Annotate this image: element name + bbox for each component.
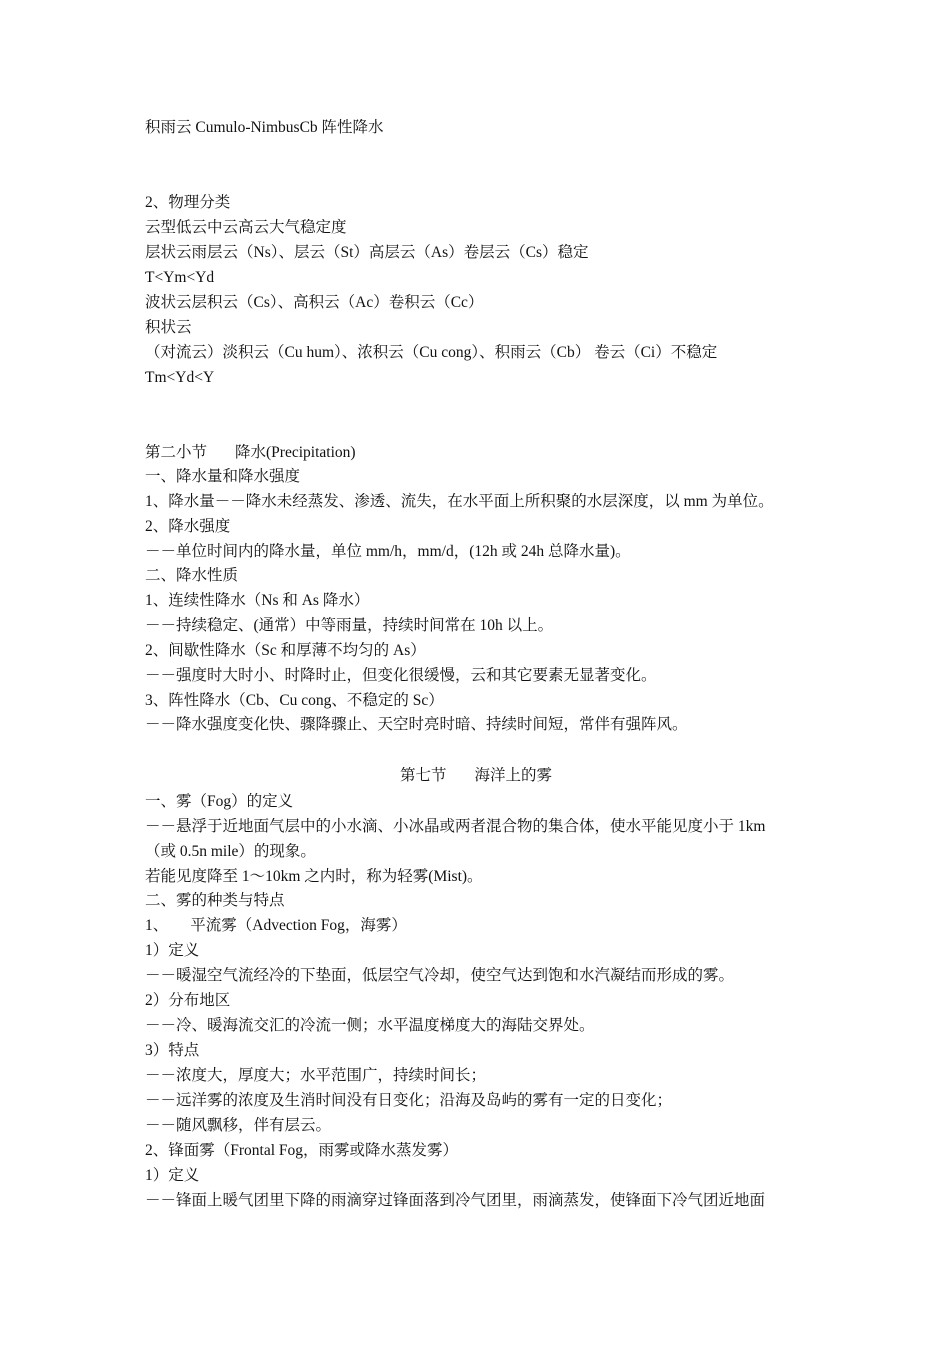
advection-fog-title: 平流雾（Advection Fog，海雾） (190, 917, 407, 934)
precip-intensity-heading: 2、降水强度 (145, 518, 231, 535)
advection-feature-3: －－随风飘移，伴有层云。 (145, 1117, 332, 1134)
advection-fog-heading (145, 916, 407, 936)
showery-precip-heading: 3、阵性降水（Cb、Cu cong、不稳定的 Sc） (145, 692, 444, 709)
precip-amount-heading: 一、降水量和降水强度 (145, 468, 301, 485)
unstable-condition-line: Ƭm<Yd<Y (145, 369, 215, 386)
precip-nature-heading: 二、降水性质 (145, 567, 239, 584)
fog-section-number: 第七节 (399, 767, 447, 784)
continuous-precip-desc: －－持续稳定、(通常）中等雨量，持续时间常在 10h 以上。 (145, 617, 554, 634)
fog-definition-text-cont: （或 0.5n mile）的现象。 (145, 843, 316, 860)
frontal-definition-text: －－锋面上暖气团里下降的雨滴穿过锋面落到冷气团里，雨滴蒸发，使锋面下冷气团近地面 (145, 1192, 766, 1209)
cumuliform-cloud-line: 积状云 (145, 319, 192, 336)
advection-definition-text: －－暖湿空气流经冷的下垫面，低层空气冷却，使空气达到饱和水汽凝结而形成的雾。 (145, 967, 735, 984)
fog-definition-heading: 一、雾（Fog）的定义 (145, 793, 294, 810)
fog-section-title (0, 766, 952, 786)
continuous-precip-heading: 1、连续性降水（Ns 和 As 降水） (145, 592, 370, 609)
advection-distribution-text: －－冷、暖海流交汇的冷流一侧；水平温度梯度大的海陆交界处。 (145, 1017, 595, 1034)
frontal-fog-heading: 2、锋面雾（Frontal Fog，雨雾或降水蒸发雾） (145, 1142, 459, 1159)
fog-types-heading: 二、雾的种类与特点 (145, 892, 285, 909)
intermittent-precip-desc: －－强度时大时小、时降时止，但变化很缓慢，云和其它要素无显著变化。 (145, 667, 657, 684)
advection-definition-heading: 1）定义 (145, 942, 200, 959)
fog-definition-text: －－悬浮于近地面气层中的小水滴、小冰晶或两者混合物的集合体，使水平能见度小于 1km (145, 818, 766, 835)
cloud-type-header-line: 云型低云中云高云大气稳定度 (145, 219, 347, 236)
precipitation-section-title (145, 443, 356, 463)
showery-precip-desc: －－降水强度变化快、骤降骤止、天空时亮时暗、持续时间短，常伴有强阵风。 (145, 716, 688, 733)
wave-cloud-line: 波状云层积云（Cs）、高积云（Ac）卷积云（Cc） (145, 294, 484, 311)
advection-features-heading: 3）特点 (145, 1042, 200, 1059)
advection-fog-number: 1、 (145, 917, 169, 934)
fog-section-name: 海洋上的雾 (474, 767, 553, 784)
convective-cloud-line: （对流云）淡积云（Cu hum）、浓积云（Cu cong）、积雨云（Cb） 卷云（Ci）不稳定 (145, 344, 718, 361)
advection-feature-1: －－浓度大，厚度大；水平范围广，持续时间长； (145, 1067, 487, 1084)
mist-definition: 若能见度降至 1～10km 之内时，称为轻雾(Mist)。 (145, 868, 483, 885)
intermittent-precip-heading: 2、间歇性降水（Sc 和厚薄不均匀的 As） (145, 642, 426, 659)
precipitation-section-name: 降水(Precipitation) (235, 444, 356, 461)
precip-amount-definition: 1、降水量－－降水未经蒸发、渗透、流失，在水平面上所积聚的水层深度，以 mm 为单位。 (145, 493, 774, 510)
cumulonimbus-line: 积雨云 Cumulo-NimbusCb 阵性降水 (145, 119, 384, 136)
precipitation-section-number: 第二小节 (145, 444, 208, 461)
precip-intensity-definition: －－单位时间内的降水量，单位 mm/h，mm/d，(12h 或 24h 总降水量)。 (145, 543, 631, 560)
advection-distribution-heading: 2）分布地区 (145, 992, 231, 1009)
stratiform-cloud-line: 层状云雨层云（Ns）、层云（St）高层云（As）卷层云（Cs）稳定 (145, 244, 589, 261)
frontal-definition-heading: 1）定义 (145, 1167, 200, 1184)
physical-classification-heading: 2、物理分类 (145, 194, 231, 211)
advection-feature-2: －－远洋雾的浓度及生消时间没有日变化；沿海及岛屿的雾有一定的日变化； (145, 1092, 673, 1109)
stable-condition-line: Ƭ<Ym<Yd (145, 269, 215, 286)
